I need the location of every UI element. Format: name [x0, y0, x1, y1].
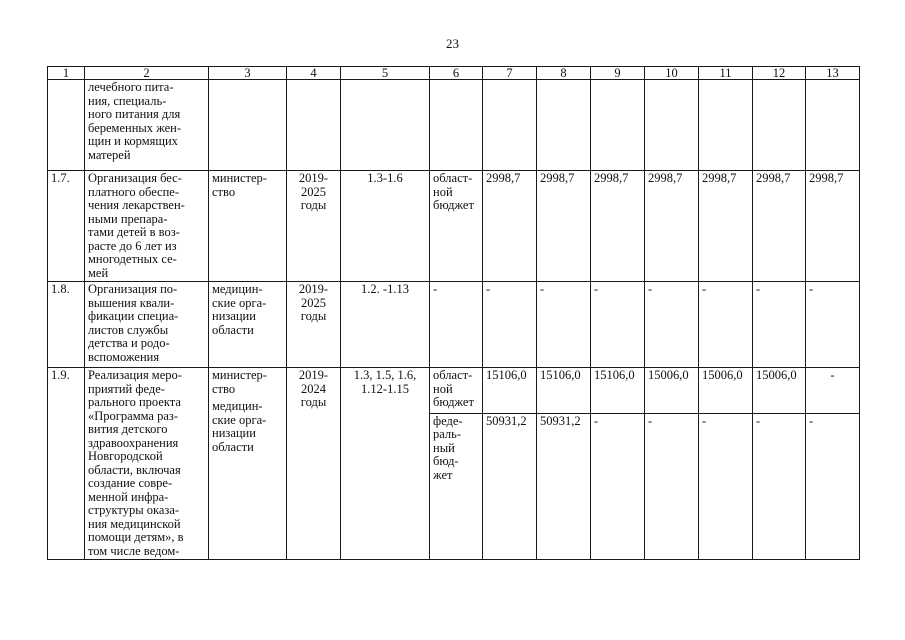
indicator-cell — [341, 80, 430, 171]
value-cell: 15106,0 — [591, 368, 645, 414]
value-cell: 2998,7 — [806, 171, 860, 282]
value-cell: - — [483, 282, 537, 368]
value-cell: 2998,7 — [645, 171, 699, 282]
executor-cell — [209, 80, 287, 171]
value-cell: - — [591, 282, 645, 368]
column-header: 2 — [85, 67, 209, 80]
column-header: 1 — [48, 67, 85, 80]
value-cell — [645, 80, 699, 171]
value-cell: 15106,0 — [537, 368, 591, 414]
value-cell: - — [699, 282, 753, 368]
table-row-continuation — [48, 80, 860, 171]
value-cell: 15006,0 — [699, 368, 753, 414]
indicator-cell: 1.2. -1.13 — [341, 282, 430, 368]
column-header: 3 — [209, 67, 287, 80]
measure-name-cell: лечебного пита- ния, специаль- ного питания для беременных жен- щин и кормящих матерей — [85, 80, 209, 171]
value-cell: - — [806, 368, 860, 414]
column-header: 11 — [699, 67, 753, 80]
source-cell: феде- раль- ный бюд- жет — [430, 413, 483, 559]
column-header: 7 — [483, 67, 537, 80]
item-number-cell: 1.8. — [48, 282, 85, 368]
page-number: 23 — [446, 36, 459, 51]
value-cell: 15006,0 — [753, 368, 806, 414]
value-cell — [483, 80, 537, 171]
value-cell: 2998,7 — [753, 171, 806, 282]
indicator-cell: 1.3, 1.5, 1.6, 1.12-1.15 — [341, 368, 430, 560]
value-cell — [699, 80, 753, 171]
value-cell: - — [753, 282, 806, 368]
value-cell: - — [645, 282, 699, 368]
value-cell: 2998,7 — [537, 171, 591, 282]
source-cell: - — [430, 282, 483, 368]
period-cell: 2019- 2024 годы — [287, 368, 341, 560]
budget-table — [47, 66, 860, 560]
measure-name-cell: Организация бес- платного обеспе- чения лекарствен- ными препара- тами детей в воз- расте до 6 лет из многодетных се- мей — [85, 171, 209, 282]
value-cell: 2998,7 — [591, 171, 645, 282]
value-cell: 2998,7 — [483, 171, 537, 282]
column-header: 13 — [806, 67, 860, 80]
value-cell: - — [806, 413, 860, 559]
column-header: 12 — [753, 67, 806, 80]
table-row-1-9 — [48, 368, 860, 414]
column-header: 4 — [287, 67, 341, 80]
source-cell: област- ной бюджет — [430, 171, 483, 282]
table-row-1-8 — [48, 282, 860, 368]
value-cell: - — [699, 413, 753, 559]
table-row-1-7 — [48, 171, 860, 282]
column-header: 5 — [341, 67, 430, 80]
executor-cell — [209, 368, 287, 560]
value-cell: - — [537, 282, 591, 368]
measure-name-cell: Организация по- вышения квали- фикации специа- листов службы детства и родо- вспоможения — [85, 282, 209, 368]
value-cell — [753, 80, 806, 171]
column-header: 6 — [430, 67, 483, 80]
source-cell: област- ной бюджет — [430, 368, 483, 414]
column-header: 10 — [645, 67, 699, 80]
source-cell — [430, 80, 483, 171]
value-cell — [537, 80, 591, 171]
period-cell: 2019- 2025 годы — [287, 171, 341, 282]
column-header: 8 — [537, 67, 591, 80]
value-cell: - — [591, 413, 645, 559]
executor-cell: министер- ство — [209, 171, 287, 282]
item-number-cell: 1.7. — [48, 171, 85, 282]
item-number-cell — [48, 80, 85, 171]
value-cell: 2998,7 — [699, 171, 753, 282]
column-header: 9 — [591, 67, 645, 80]
value-cell: 50931,2 — [483, 413, 537, 559]
executor-cell: медицин- ские орга- низации области — [209, 282, 287, 368]
executor-ministry: министер- ство — [212, 368, 267, 396]
period-cell — [287, 80, 341, 171]
item-number-cell: 1.9. — [48, 368, 85, 560]
value-cell: 15006,0 — [645, 368, 699, 414]
value-cell — [806, 80, 860, 171]
value-cell: - — [806, 282, 860, 368]
measure-name-cell: Реализация меро- приятий феде- рального проекта «Программа раз- вития детского здравоохранения Новгородской области, включая создание совре- менной инфра- структуры оказа- ния медицинской помощи детям», в том числе ведом- — [85, 368, 209, 560]
column-number-row — [48, 67, 860, 80]
value-cell: 50931,2 — [537, 413, 591, 559]
value-cell: - — [645, 413, 699, 559]
executor-medical-orgs: медицин- ские орга- низации области — [212, 399, 267, 454]
indicator-cell: 1.3-1.6 — [341, 171, 430, 282]
value-cell — [591, 80, 645, 171]
period-cell: 2019- 2025 годы — [287, 282, 341, 368]
value-cell: - — [753, 413, 806, 559]
value-cell: 15106,0 — [483, 368, 537, 414]
